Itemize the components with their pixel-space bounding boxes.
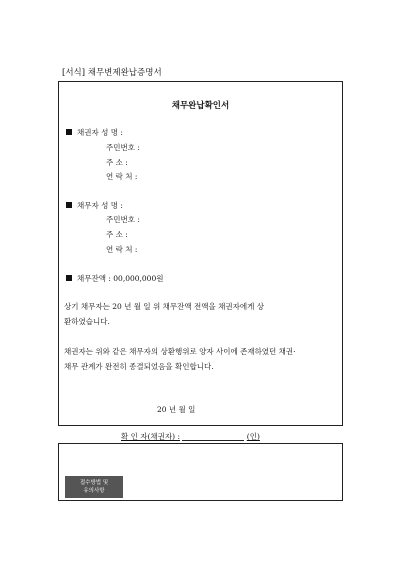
creditor-heading [66,127,123,138]
paragraph-line: 상기 채무자는 20 년 월 일 위 채무잔액 전액을 채권자에게 상 [64,302,265,311]
seal-label: (인) [246,432,260,441]
form-label: [서식] 채무변제완납증명서 [62,68,162,78]
paragraph-line: 채권자는 위와 같은 채무자의 상환행위로 양자 사이에 존재하였던 채권· [64,347,296,356]
debt-amount-row [66,273,163,284]
paragraph-line: 환하였습니다. [64,317,110,326]
repayment-paragraph [64,299,339,329]
notes-header [65,476,123,498]
signature-row [121,431,260,442]
creditor-address-label: 주 소 : [106,158,128,167]
square-bullet-icon [66,202,72,208]
document-title: 채무완납확인서 [171,101,230,111]
square-bullet-icon [66,129,72,135]
debtor-id-label: 주민번호 : [106,215,140,224]
debtor-heading [66,200,123,211]
square-bullet-icon [66,275,72,281]
notes-box [58,443,343,501]
signatory-label: 확 인 자(채권자) : [121,432,181,441]
creditor-id-label: 주민번호 : [106,143,140,152]
debtor-name-label: 채무자 성 명 : [77,201,123,210]
debtor-contact-label: 연 락 처 : [106,245,138,254]
notes-header-line: 접수방법 및 [79,480,109,486]
debtor-address-label: 주 소 : [106,230,128,239]
confirmation-paragraph [64,344,339,374]
debt-amount-text: 채무잔액 : 00,000,000원 [77,274,164,283]
creditor-name-label: 채권자 성 명 : [77,128,123,137]
creditor-contact-label: 연 락 처 : [106,172,138,181]
date-line: 20 년 월 일 [157,405,196,414]
notes-header-line: 유의사항 [83,488,105,494]
signature-line[interactable] [182,432,244,441]
paragraph-line: 채무 관계가 완전히 종결되었음을 확인합니다. [64,362,214,371]
